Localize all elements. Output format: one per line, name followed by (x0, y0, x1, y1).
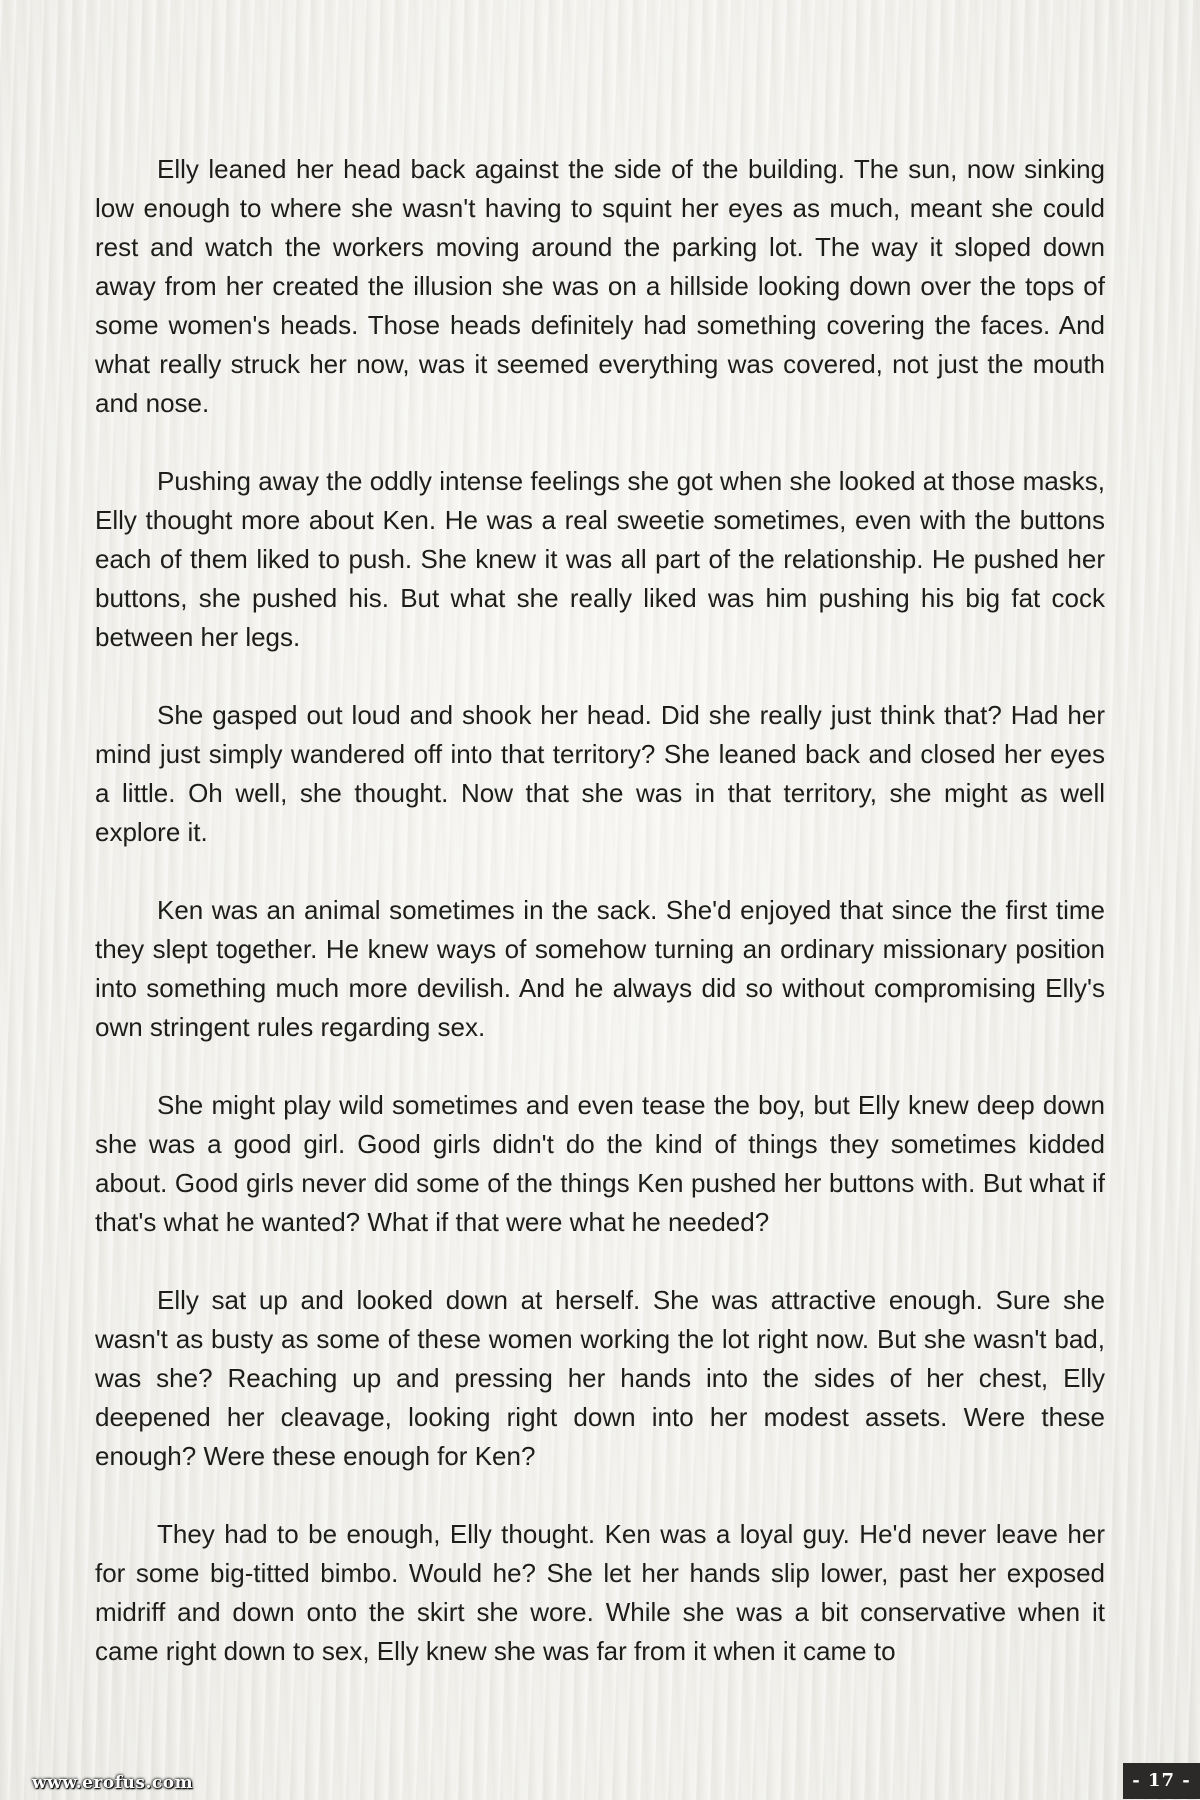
paragraph-5: She might play wild sometimes and even tease the boy, but Elly knew deep down she was a good girl. Good girls didn't do the kind of things they sometimes kidded about. Good girls never did some of the things Ken pushed her buttons with. But what if that's what he wanted? What if that were what he needed? (95, 1090, 1105, 1237)
paragraph-2: Pushing away the oddly intense feelings she got when she looked at those masks, Elly thought more about Ken. He was a real sweetie sometimes, even with the buttons each of them liked to push. She knew it was all part of the relationship. He pushed her buttons, she pushed his. But what she really liked was him pushing his big fat cock between her legs. (95, 466, 1105, 652)
paragraph-6: Elly sat up and looked down at herself. She was attractive enough. Sure she wasn't as busty as some of these women working the lot right now. But she wasn't bad, was she? Reaching up and pressing her hands into the sides of her chest, Elly deepened her cleavage, looking right down into her modest assets. Were these enough? Were these enough for Ken? (95, 1285, 1105, 1471)
page-text-body (95, 150, 1105, 1710)
paragraph-4: Ken was an animal sometimes in the sack. She'd enjoyed that since the first time they slept together. He knew ways of somehow turning an ordinary missionary position into something much more devilish. And he always did so without compromising Elly's own stringent rules regarding sex. (95, 895, 1105, 1042)
paragraph-3: She gasped out loud and shook her head. Did she really just think that? Had her mind just simply wandered off into that territory? She leaned back and closed her eyes a little. Oh well, she thought. Now that she was in that territory, she might as well explore it. (95, 700, 1105, 847)
site-watermark: www.erofus.com (32, 1773, 194, 1793)
paragraph-7: They had to be enough, Elly thought. Ken was a loyal guy. He'd never leave her for some big-titted bimbo. Would he? She let her hands slip lower, past her exposed midriff and down onto the skirt she wore. While she was a bit conservative when it came right down to sex, Elly knew she was far from it when it came to (95, 1519, 1105, 1666)
page-number-badge: - 17 - (1123, 1763, 1200, 1799)
paragraph-1: Elly leaned her head back against the side of the building. The sun, now sinking low enough to where she wasn't having to squint her eyes as much, meant she could rest and watch the workers moving around the parking lot. The way it sloped down away from her created the illusion she was on a hillside looking down over the tops of some women's heads. Those heads definitely had something covering the faces. And what really struck her now, was it seemed everything was covered, not just the mouth and nose. (95, 154, 1105, 418)
